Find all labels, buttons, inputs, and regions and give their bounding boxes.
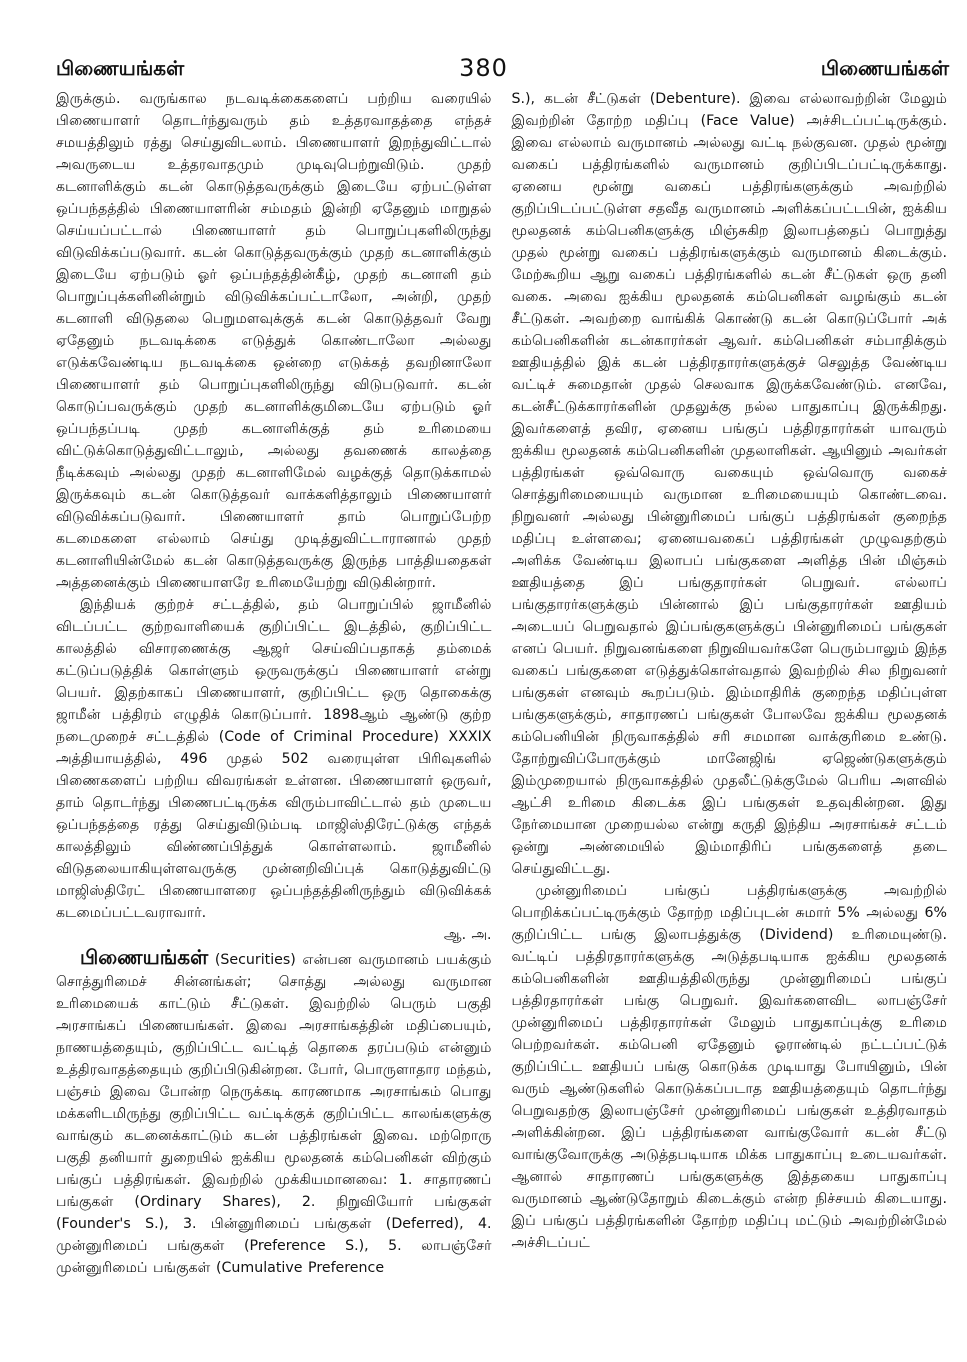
page-number: 380 xyxy=(459,54,508,82)
text-columns xyxy=(56,88,947,1279)
author-signature: ஆ. அ. xyxy=(443,927,492,943)
paragraph: இருக்கும். வருங்கால நடவடிக்கைகளைப் பற்றிய வரையில் பிணையாளர் தொடர்ந்துவரும் தம் உத்தரவாதத்தை எந்தச் சமயத்திலும் ரத்து செய்துவிடலாம். பிணையாளர் இறந்துவிட்டால் அவருடைய உத்தரவாதமும் முடிவுபெற்றுவிடும். முதற் கடனாளிக்கும் கடன் கொடுத்தவருக்கும் இடையே ஏற்பட்டுள்ள ஒப்பந்தத்தில் பிணையாளரின் சம்மதம் இன்றி ஏதேனும் மாறுதல் செய்யப்பட்டால் பிணையாளர் தம் பொறுப்புகளிலிருந்து விடுவிக்கப்படுவார். கடன் கொடுத்தவருக்கும் முதற் கடனாளிக்கும் இடையே ஏற்படும் ஓர் ஒப்பந்தத்தின்கீழ், முதற் கடனாளி தம் பொறுப்புக்களினின்றும் விடுவிக்கப்பட்டாலோ, அன்றி, முதற் கடனாளி விடுதலை பெறுமளவுக்குக் கடன் கொடுத்தவர் வேறு ஏதேனும் நடவடிக்கை எடுத்துக் கொண்டாலோ அல்லது எடுக்கவேண்டிய நடவடிக்கை ஒன்றை எடுக்கத் தவறினாலோ பிணையாளர் தம் பொறுப்புகளிலிருந்து விடுபடுவார். கடன் கொடுப்பவருக்கும் முதற் கடனாளிக்குமிடையே ஏற்படும் ஓர் ஒப்பந்தப்படி முதற் கடனாளிக்குத் தம் உரிமையை விட்டுக்கொடுத்துவிட்டாலும், அல்லது தவணைக் காலத்தை நீடிக்கவும் அல்லது முதற் கடனாளிமேல் வழக்குத் தொடுக்காமல் இருக்கவும் கடன் கொடுத்தவர் வாக்களித்தாலும் பிணையாளர் விடுவிக்கப்படுவார். பிணையாளர் தாம் பொறுப்பேற்ற கடமைகளை எல்லாம் செய்து முடித்துவிட்டாரானால் முதற் கடனாளியின்மேல் கடன் கொடுத்தவருக்கு இருந்த பாத்தியதைகள் அத்தனைக்கும் பிணையாளரே உரிமையேற்று விடுகின்றார். xyxy=(56,91,492,591)
right-column xyxy=(512,88,948,1279)
left-column xyxy=(56,88,492,1279)
paragraph: S.), கடன் சீட்டுகள் (Debenture). இவை எல்லாவற்றின் மேலும் இவற்றின் தோற்ற மதிப்பு (Face Value) அச்சிடப்பட்டிருக்கும். இவை எல்லாம் வருமானம் அல்லது வட்டி நல்குவன. முதல் மூன்று வகைப் பத்திரங்களில் வருமானம் குறிப்பிடப்பட்டிருக்காது. ஏனைய மூன்று வகைப் பத்திரங்களுக்கும் அவற்றில் குறிப்பிடப்பட்டுள்ள சதவீத வருமானம் அளிக்கப்பட்டபின், ஐக்கிய மூலதனக் கம்பெனிகளுக்கு மிஞ்சுகிற இலாபத்தைப் பொறுத்து முதல் மூன்று வகைப் பத்திரங்களுக்கும் வருமானம் கிடைக்கும். மேற்கூறிய ஆறு வகைப் பத்திரங்களில் கடன் சீட்டுகள் ஒரு தனி வகை. அவை ஐக்கிய மூலதனக் கம்பெனிகள் வழங்கும் கடன் சீட்டுகள். அவற்றை வாங்கிக் கொண்டு கடன் கொடுப்போர் அக் கம்பெனிகளின் கடன்காரர்கள் ஆவர். கம்பெனிகள் சம்பாதிக்கும் ஊதியத்தில் இக் கடன் பத்திரதாரர்களுக்குச் செலுத்த வேண்டிய வட்டிச் சுமைதான் முதல் செலவாக இருக்கவேண்டும். எனவே, கடன்சீட்டுக்காரர்களின் முதலுக்கு நல்ல பாதுகாப்பு இருக்கிறது. இவர்களைத் தவிர, ஏனைய பங்குப் பத்திரதாரர்கள் யாவரும் ஐக்கிய மூலதனக் கம்பெனிகளின் முதலாளிகள். ஆயினும் அவர்கள் பத்திரங்கள் ஒவ்வொரு வகையும் ஒவ்வொரு வகைச் சொத்துரிமையையும் வருமான உரிமையையும் கொண்டவை. நிறுவனர் அல்லது பின்னுரிமைப் பங்குப் பத்திரங்கள் குறைந்த மதிப்பு உள்ளவை; ஏனையவகைப் பத்திரங்கள் முழுவதற்கும் அளிக்க வேண்டிய இலாபப் பங்குகளை அளித்த பின் மிஞ்சும் ஊதியத்தை இப் பங்குதாரர்கள் பெறுவர். எல்லாப் பங்குதாரர்களுக்கும் பின்னால் இப் பங்குதாரர்கள் ஊதியம் அடையப் பெறுவதால் இப்பங்குகளுக்குப் பின்னுரிமைப் பங்குகள் எனப் பெயர். நிறுவனங்களை நிறுவியவர்களே பெரும்பாலும் இந்த வகைப் பங்குகளை எடுத்துக்கொள்வதால் இவற்றில் சில நிறுவனர் பங்குகள் எனவும் கூறப்படும். இம்மாதிரிக் குறைந்த மதிப்புள்ள பங்குகளுக்கும், சாதாரணப் பங்குகள் போலவே ஐக்கிய மூலதனக் கம்பெனியின் நிருவாகத்தில் சரி சமமான வாக்குரிமை உண்டு. தோற்றுவிப்போருக்கும் மானேஜிங் ஏஜெண்டுகளுக்கும் இம்முறையால் நிருவாகத்தில் முதலீட்டுக்குமேல் பெரிய அளவில் ஆட்சி உரிமை கிடைக்க இப் பங்குகள் உதவுகின்றன. இது நேர்மையான முறையல்ல என்று கருதி இந்திய அரசாங்கச் சட்டம் ஒன்று அண்மையில் இம்மாதிரிப் பங்குகளைத் தடை செய்துவிட்டது. xyxy=(511,91,947,877)
entry-text: (Securities) என்பன வருமானம் பயக்கும் சொத்துரிமைச் சின்னங்கள்; சொத்து அல்லது வருமான உரிமையைக் காட்டும் சீட்டுகள். இவற்றில் பெரும் பகுதி அரசாங்கப் பிணையங்கள். இவை அரசாங்கத்தின் மதிப்பையும், நாணயத்தையும், குறிப்பிட்ட வட்டித் தொகை தரப்படும் என்னும் உத்திரவாதத்தையும் குறிப்பிடுகின்றன. போர், பொருளாதார மந்தம், பஞ்சம் இவை போன்ற நெருக்கடி காரணமாக அரசாங்கம் பொது மக்களிடமிருந்து குறிப்பிட்ட வட்டிக்குக் குறிப்பிட்ட காலங்களுக்கு வாங்கும் கடனைக்காட்டும் கடன் பத்திரங்கள் இவை. மற்றொரு பகுதி தனியார் துறையில் ஐக்கிய மூலதனக் கம்பெனிகள் விற்கும் பங்குப் பத்திரங்கள். இவற்றில் முக்கியமானவை: 1. சாதாரணப் பங்குகள் (Ordinary Shares), 2. நிறுவியோர் பங்குகள் (Founder's S.), 3. பின்னுரிமைப் பங்குகள் (Deferred), 4. முன்னுரிமைப் பங்குகள் (Preference S.), 5. லாபஞ்சேர் முன்னுரிமைப் பங்குகள் (Cumulative Preference xyxy=(56,952,492,1276)
paragraph: முன்னுரிமைப் பங்குப் பத்திரங்களுக்கு அவற்றில் பொறிக்கப்பட்டிருக்கும் தோற்ற மதிப்புடன் சுமார் 5% அல்லது 6% குறிப்பிட்ட பங்கு இலாபத்துக்கு (Dividend) உரிமையுண்டு. வட்டிப் பத்திரதாரர்களுக்கு அடுத்தபடியாக ஐக்கிய மூலதனக் கம்பெனிகளின் ஊதியத்திலிருந்து முன்னுரிமைப் பங்குப் பத்திரதாரர்கள் பங்கு பெறுவர். இவர்களைவிட லாபஞ்சேர் முன்னுரிமைப் பத்திரதாரர்கள் மேலும் பாதுகாப்புக்கு உரிமை பெற்றவர்கள். கம்பெனி ஏதேனும் ஓராண்டில் நட்டப்பட்டுக் குறிப்பிட்ட ஊதியப் பங்கு கொடுக்க முடியாது போயினும், பின் வரும் ஆண்டுகளில் கொடுக்கப்படாத ஊதியத்தையும் தொடர்ந்து பெறுவதற்கு இலாபஞ்சேர் முன்னுரிமைப் பங்குகள் உத்திரவாதம் அளிக்கின்றன. இப் பத்திரங்களை வாங்குவோர் கடன் சீட்டு வாங்குவோருக்கு அடுத்தபடியாக மிக்க பாதுகாப்பு உடையவர்கள். ஆனால் சாதாரணப் பங்குகளுக்கு இத்தகைய பாதுகாப்பு வருமானம் ஆண்டுதோறும் கிடைக்கும் என்ற நிச்சயம் கிடையாது. இப் பங்குப் பத்திரங்களின் தோற்ற மதிப்பு மட்டும் அவற்றின்மேல் அச்சிடப்பட் xyxy=(511,883,947,1251)
paragraph: இந்தியக் குற்றச் சட்டத்தில், தம் பொறுப்பில் ஜாமீனில் விடப்பட்ட குற்றவாளியைக் குறிப்பிட்ட இடத்தில், குறிப்பிட்ட காலத்தில் விசாரணைக்கு ஆஜர் செய்விப்பதாகத் தம்மைக் கட்டுப்படுத்திக் கொள்ளும் ஒருவருக்குப் பிணையாளர் என்று பெயர். இதற்காகப் பிணையாளர், குறிப்பிட்ட ஒரு தொகைக்கு ஜாமீன் பத்திரம் எழுதிக் கொடுப்பார். 1898ஆம் ஆண்டு குற்ற நடைமுறைச் சட்டத்தில் (Code of Criminal Procedure) XXXIX அத்தியாயத்தில், 496 முதல் 502 வரையுள்ள பிரிவுகளில் பிணைகளைப் பற்றிய விவரங்கள் உள்ளன. பிணையாளர் ஒருவர், தாம் தொடர்ந்து பிணைபட்டிருக்க விரும்பாவிட்டால் தம் முடைய ஒப்பந்தத்தை ரத்து செய்துவிடும்படி மாஜிஸ்திரேட்டுக்கு எந்தக் காலத்திலும் விண்ணப்பித்துக் கொள்ளலாம். ஜாமீனில் விடுதலையாகியுள்ளவருக்கு முன்னறிவிப்புக் கொடுத்துவிட்டு மாஜிஸ்திரேட் பிணையாளரை ஒப்பந்தத்தினிருந்தும் விடுவிக்கக் கடமைப்பட்டவராவார். xyxy=(56,597,492,921)
running-header-right: பிணையங்கள் xyxy=(820,56,949,80)
entry-paragraph xyxy=(56,946,492,1279)
entry-title: பிணையங்கள் xyxy=(80,945,209,969)
running-header-left: பிணையங்கள் xyxy=(56,56,185,80)
